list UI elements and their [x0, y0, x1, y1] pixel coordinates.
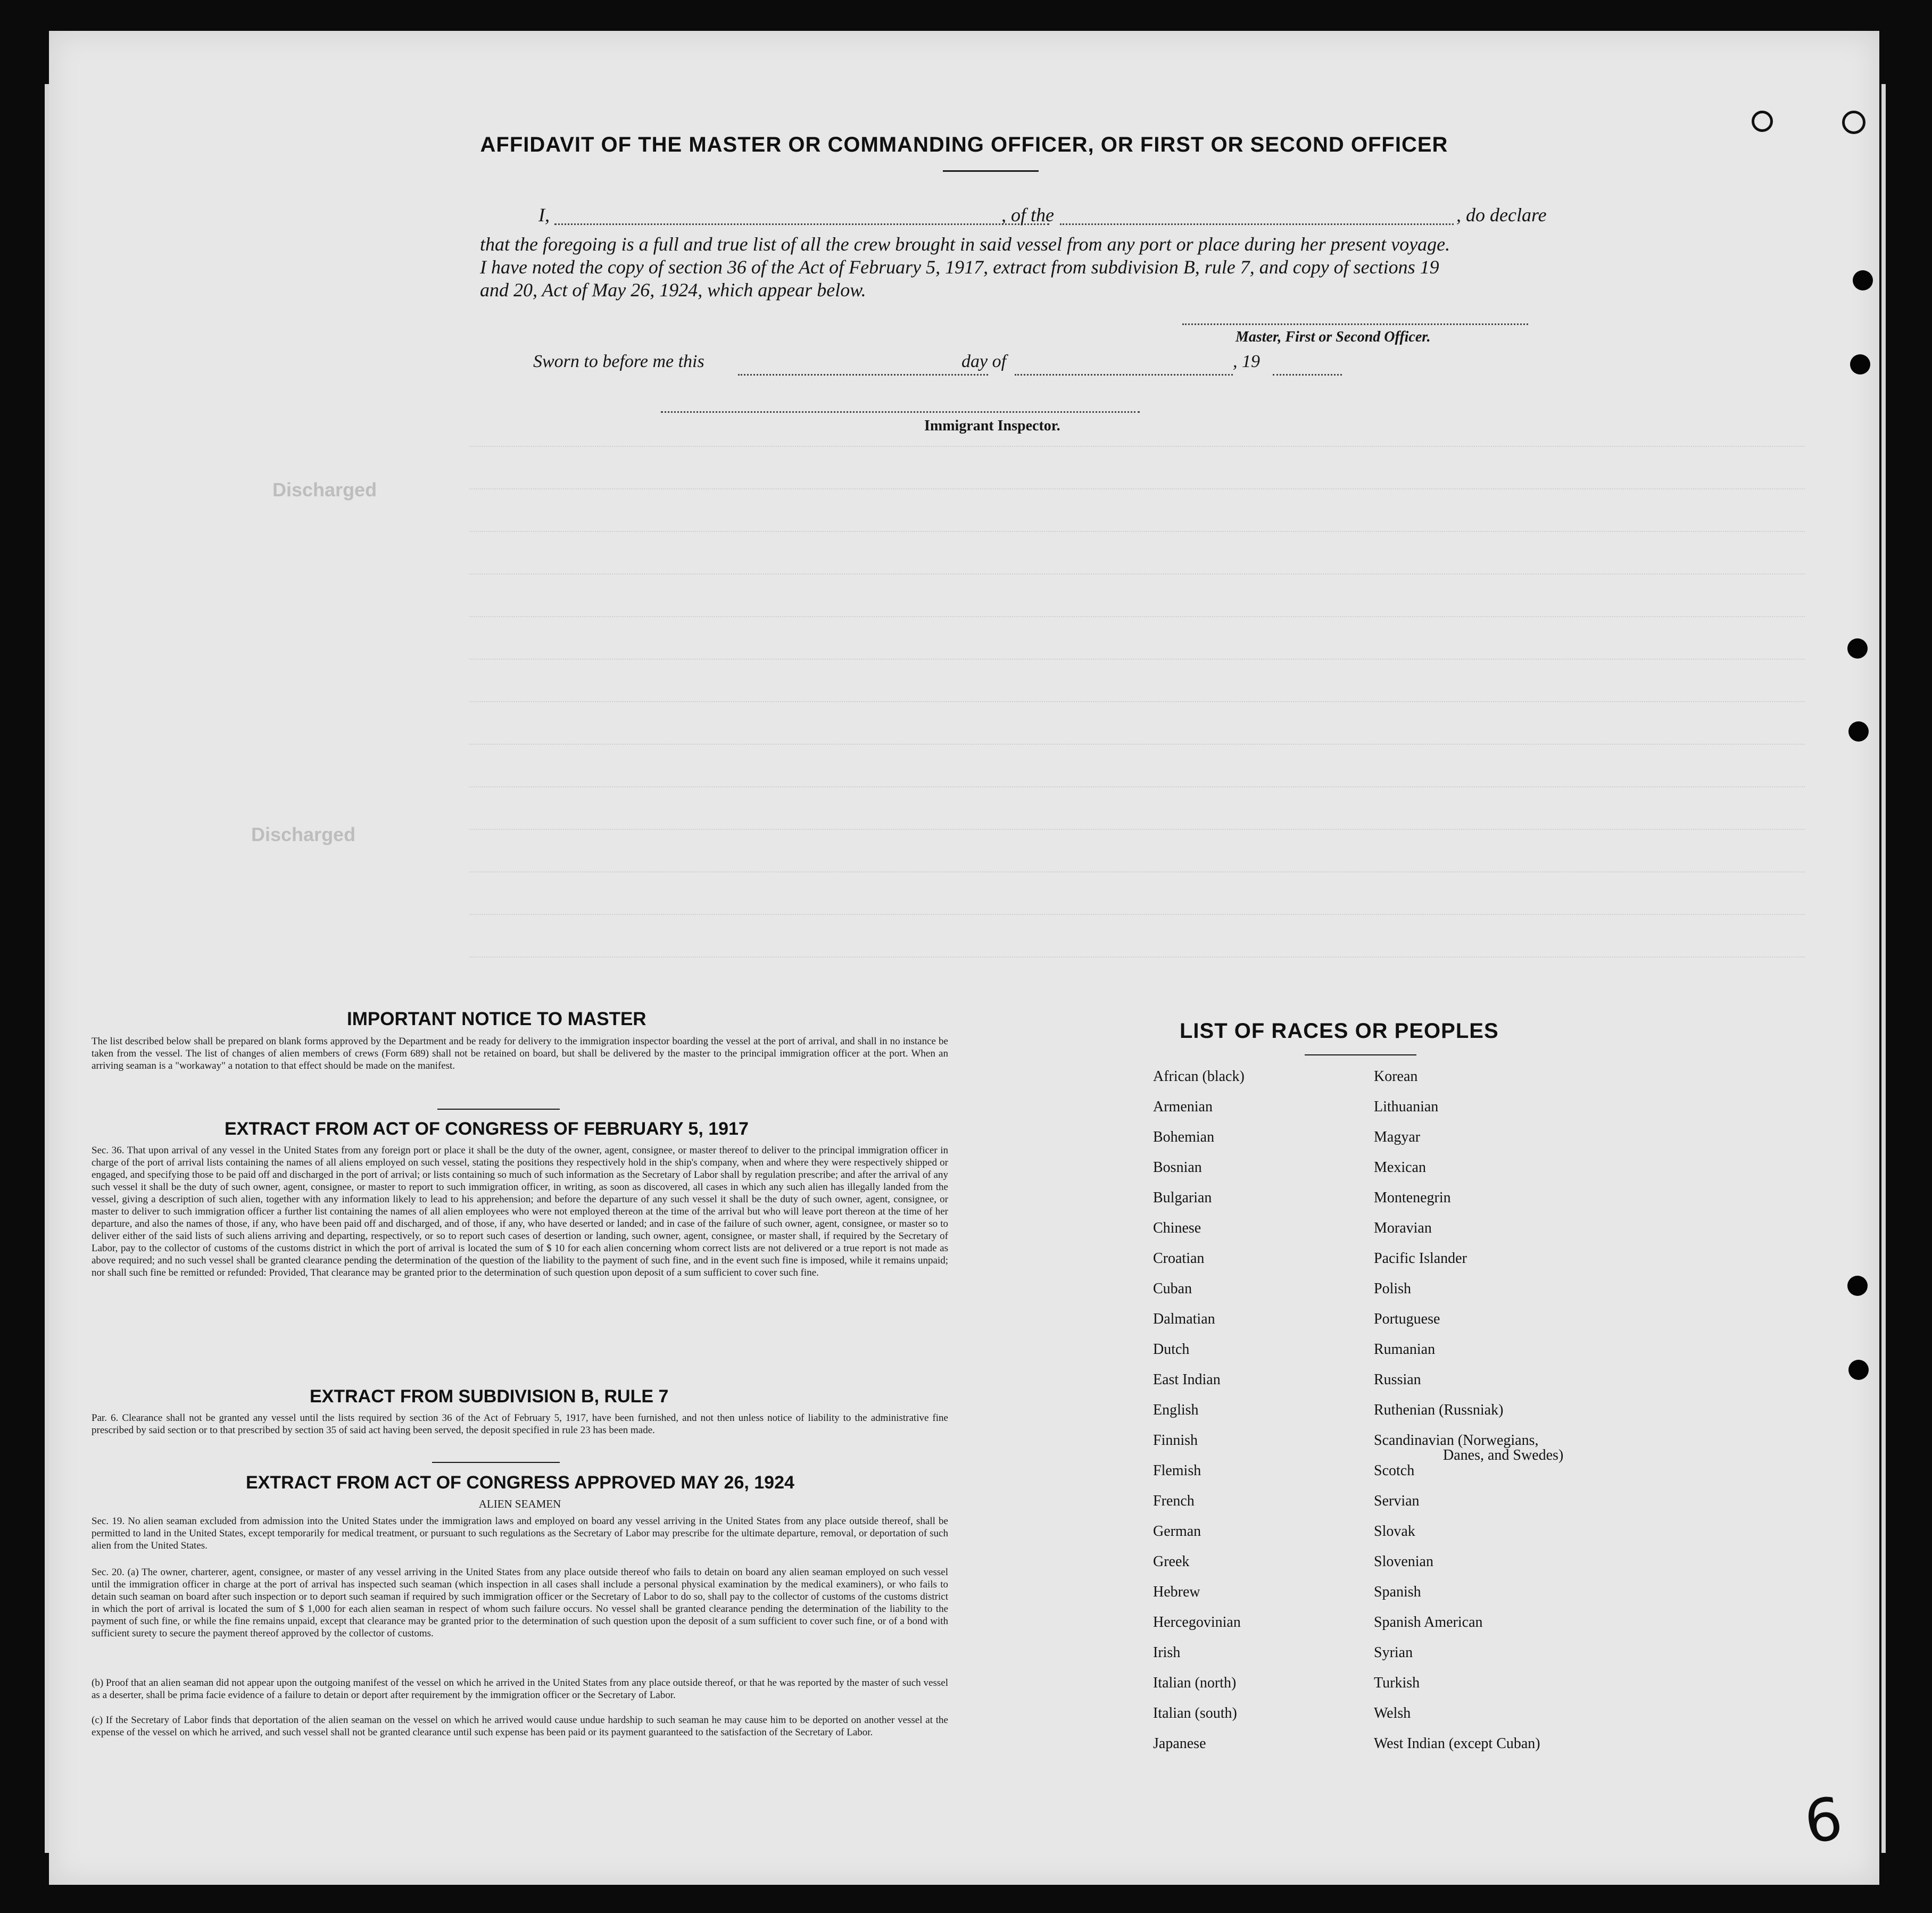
punch-hole [1847, 638, 1868, 659]
bleed-through-row [469, 488, 1805, 489]
race-item: Dalmatian [1153, 1311, 1215, 1327]
affidavit-line-3: I have noted the copy of section 36 of the Act of February 5, 1917, extract from subdivision B, rule 7, and copy of sections 19 [480, 256, 1439, 278]
affidavit-of-the: , of the [1001, 204, 1054, 226]
race-item: Chinese [1153, 1220, 1201, 1236]
punch-hole-ring-top-right [1842, 111, 1865, 134]
extract-rule7-body: Par. 6. Clearance shall not be granted any vessel until the lists required by section 36 of the Act of February 5, 1917, have been furnished, and not then unless notice of liability to the administrative fine prescribed by said section or to that prescribed by section 35 of said act having been served, the deposit specified in rule 23 has been made. [92, 1412, 948, 1436]
bleed-through-row [469, 659, 1805, 660]
race-item: Russian [1374, 1371, 1421, 1388]
race-item: Moravian [1374, 1220, 1432, 1236]
race-item: Flemish [1153, 1462, 1201, 1479]
race-item: Slovak [1374, 1523, 1415, 1540]
rule7-divider [432, 1462, 560, 1463]
race-item: Bosnian [1153, 1159, 1202, 1176]
punch-hole [1848, 1360, 1869, 1380]
race-item: Italian (north) [1153, 1675, 1237, 1691]
race-item: African (black) [1153, 1068, 1245, 1085]
race-item: English [1153, 1402, 1199, 1418]
sec20b-body: (b) Proof that an alien seaman did not appear upon the outgoing manifest of the vessel on which he arrived in the United States from any place outside thereof, or that he was reported by the master of such vessel as a deserter, shall be prima facie evidence of a failure to detain or deport after requirement by the immigration officer or the Secretary of Labor. [92, 1677, 948, 1701]
bleed-through-row [469, 914, 1805, 915]
affidavit-i: I, [538, 204, 550, 226]
race-item: Spanish [1374, 1584, 1421, 1600]
punch-ring-top [1752, 111, 1773, 132]
affidavit-declare: , do declare [1456, 204, 1547, 226]
race-item: Croatian [1153, 1250, 1205, 1267]
punch-hole [1853, 270, 1873, 290]
race-item: Mexican [1374, 1159, 1426, 1176]
inspector-signature-line[interactable] [661, 411, 1140, 413]
race-item: Welsh [1374, 1705, 1411, 1721]
race-item: Hebrew [1153, 1584, 1200, 1600]
race-item: West Indian (except Cuban) [1374, 1735, 1540, 1752]
notice-divider [437, 1109, 560, 1110]
document-sheet [49, 31, 1879, 1885]
race-item: Irish [1153, 1644, 1181, 1661]
races-left-column [1153, 1068, 1245, 1766]
bleed-through-row [469, 786, 1805, 787]
sec20c-body: (c) If the Secretary of Labor finds that deportation of the alien seaman on the vessel on which he arrived would cause undue hardship to such seaman he may cause him to be deported on another vessel at the expense of the vessel on which he arrived, and such vessel shall not be granted clearance until such expense has been paid or its payment guaranteed to the satisfaction of the Secretary of Labor. [92, 1715, 948, 1738]
name-blank[interactable] [554, 223, 1049, 225]
races-title: LIST OF RACES OR PEOPLES [1180, 1019, 1499, 1043]
bleed-through-row [469, 956, 1805, 958]
race-item: Armenian [1153, 1099, 1213, 1115]
race-item: Bulgarian [1153, 1190, 1212, 1206]
race-item: Slovenian [1374, 1553, 1433, 1570]
race-item: East Indian [1153, 1371, 1221, 1388]
notice-title: IMPORTANT NOTICE TO MASTER [347, 1009, 646, 1029]
race-item: Pacific Islander [1374, 1250, 1467, 1267]
bleed-through-row [469, 871, 1805, 872]
race-item: Japanese [1153, 1735, 1206, 1752]
race-item: Syrian [1374, 1644, 1413, 1661]
vessel-blank[interactable] [1060, 223, 1454, 225]
race-item: Polish [1374, 1280, 1412, 1297]
race-item: Finnish [1153, 1432, 1198, 1449]
extract-rule7-title: EXTRACT FROM SUBDIVISION B, RULE 7 [310, 1386, 669, 1407]
race-item: Italian (south) [1153, 1705, 1237, 1721]
bleed-through-row [469, 744, 1805, 745]
race-item: Lithuanian [1374, 1099, 1439, 1115]
race-item: French [1153, 1493, 1195, 1509]
sec20a-body: Sec. 20. (a) The owner, charterer, agent, consignee, or master of any vessel arriving in the United States from any place outside thereof who fails to detain on board any alien seaman employed on such vessel until the immigration officer in charge at the port of arrival has inspected such seaman (which inspection in all cases shall include a personal physical examination by the medical examiners), or who fails to detain such seaman on board after such inspection or to deport such seaman if required by such immigration officer or the Secretary of Labor to do so, shall pay to the collector of customs of the customs district in which the port of arrival is located the sum of $ 1,000 for each alien seaman in respect of whom such failure occurs. No vessel shall be granted clearance pending the determination of the liability to the payment of such fine, or while the fine remains unpaid, except that clearance may be granted prior to the determination of such question upon the deposit of a sum sufficient to cover such fine, or of a bond with sufficient surety to secure the payment thereof approved by the collector of customs. [92, 1567, 948, 1639]
affidavit-title: AFFIDAVIT OF THE MASTER OR COMMANDING OFFICER, OR FIRST OR SECOND OFFICER [480, 133, 1448, 156]
race-item: Scotch [1374, 1462, 1415, 1479]
bleed-through-discharged: Discharged [272, 479, 377, 501]
paper-edge-left [45, 84, 49, 1853]
year-label: , 19 [1233, 352, 1260, 371]
extract-1917-body: Sec. 36. That upon arrival of any vessel in the United States from any foreign port or place it shall be the duty of the owner, agent, consignee, or master thereof to deliver to the principal immigration officer in charge of the port of arrival lists containing the names of all aliens employed on such vessel, stating the positions they respectively hold in the ship's company, when and where they were respectively shipped or engaged, and specifying those to be paid off and discharged in the port of arrival; or lists containing so much of such information as the Secretary of Labor shall by regulation prescribe; and after the arrival of any such vessel it shall be the duty of such owner, agent, consignee, or master to report to such immigration officer, in writing, as soon as discovered, all cases in which any such alien has illegally landed from the vessel, giving a description of such alien, together with any information likely to lead to his apprehension; and before the departure of any such vessel it shall be the duty of such owner, agent, consignee, or master to deliver to such immigration officer a further list containing the names of all alien employees who were not employed thereon at the time of the arrival but who will leave port thereon at the time of her departure, and also the names of those, if any, who have been paid off and discharged, and of those, if any, who have deserted or landed; and in case of the failure of such owner, agent, consignee, or master so to deliver either of the said lists of such aliens arriving and departing, respectively, or so to report such cases of desertion or landing, such owner, agent, consignee, or master shall, if required by the Secretary of Labor, pay to the collector of customs of the customs district in which the port of arrival is located the sum of $ 10 for each alien concerning whom correct lists are not delivered or a true report is not made as above required; and no such vessel shall be granted clearance pending the determination of the question of the liability to the payment of such fine, and in the event such fine is imposed, while it remains unpaid; nor shall such fine be remitted or refunded: Provided, That clearance may be granted prior to the determination of such question upon deposit of a sum sufficient to cover such fine. [92, 1145, 948, 1278]
race-item: Portuguese [1374, 1311, 1440, 1327]
sworn-label: Sworn to before me this [533, 352, 704, 371]
race-item: Spanish American [1374, 1614, 1483, 1631]
bleed-through-row [469, 616, 1805, 617]
races-right-column [1374, 1068, 1563, 1766]
master-label: Master, First or Second Officer. [1236, 329, 1431, 345]
bleed-through-row [469, 573, 1805, 575]
alien-seamen-subtitle: ALIEN SEAMEN [478, 1498, 561, 1510]
bleed-through-row [469, 531, 1805, 532]
day-blank[interactable] [738, 374, 988, 376]
bleed-through-discharged-2: Discharged [251, 824, 356, 845]
race-item: Turkish [1374, 1675, 1420, 1691]
race-item: Greek [1153, 1553, 1190, 1570]
race-item: Servian [1374, 1493, 1420, 1509]
race-item: Rumanian [1374, 1341, 1436, 1358]
bleed-through-row [469, 829, 1805, 830]
race-item: Hercegovinian [1153, 1614, 1241, 1631]
race-item: Bohemian [1153, 1129, 1215, 1145]
punch-hole [1847, 1276, 1868, 1296]
extract-1924-title: EXTRACT FROM ACT OF CONGRESS APPROVED MAY 26, 1924 [246, 1473, 794, 1493]
extract-1917-title: EXTRACT FROM ACT OF CONGRESS OF FEBRUARY 5, 1917 [225, 1119, 749, 1139]
handwritten-page-number: 6 [1800, 1784, 1847, 1857]
race-item: Scandinavian (Norwegians, [1374, 1432, 1539, 1449]
races-title-underline [1305, 1054, 1416, 1055]
affidavit-line-2: that the foregoing is a full and true list of all the crew brought in said vessel from any port or place during her present voyage. [480, 234, 1450, 255]
punch-hole [1850, 354, 1870, 375]
notice-body: The list described below shall be prepared on blank forms approved by the Department and be ready for delivery to the immigration inspector boarding the vessel at the port of arrival, and shall in no instance be taken from the vessel. The list of changes of alien members of crews (Form 689) shall not be retained on board, but shall be delivered by the master to the principal immigration officer at the port. When an arriving seaman is a "workaway" a notation to that effect should be made on the manifest. [92, 1036, 948, 1071]
affidavit-line-4: and 20, Act of May 26, 1924, which appear below. [480, 279, 866, 301]
race-item: Korean [1374, 1068, 1418, 1085]
paper-edge-right [1881, 84, 1886, 1853]
race-item: Danes, and Swedes) [1443, 1447, 1564, 1463]
day-of-label: day of [961, 352, 1007, 371]
title-underline [943, 170, 1039, 172]
race-item: Cuban [1153, 1280, 1192, 1297]
race-item: Montenegrin [1374, 1190, 1451, 1206]
month-blank[interactable] [1015, 374, 1233, 376]
master-signature-line[interactable] [1182, 323, 1528, 325]
race-item: Dutch [1153, 1341, 1190, 1358]
inspector-label: Immigrant Inspector. [924, 418, 1060, 434]
bleed-through-row [469, 446, 1805, 447]
punch-hole [1848, 721, 1869, 742]
bleed-through-row [469, 701, 1805, 702]
race-item: German [1153, 1523, 1201, 1540]
year-blank[interactable] [1273, 374, 1342, 376]
sec19-body: Sec. 19. No alien seaman excluded from admission into the United States under the immigration laws and employed on board any vessel arriving in the United States from any place outside thereof, shall be permitted to land in the United States, except temporarily for medical treatment, or pursuant to such regulations as the Secretary of Labor may prescribe for the ultimate departure, removal, or deportation of such alien from the United States. [92, 1516, 948, 1551]
race-item: Ruthenian (Russniak) [1374, 1402, 1504, 1418]
race-item: Magyar [1374, 1129, 1421, 1145]
